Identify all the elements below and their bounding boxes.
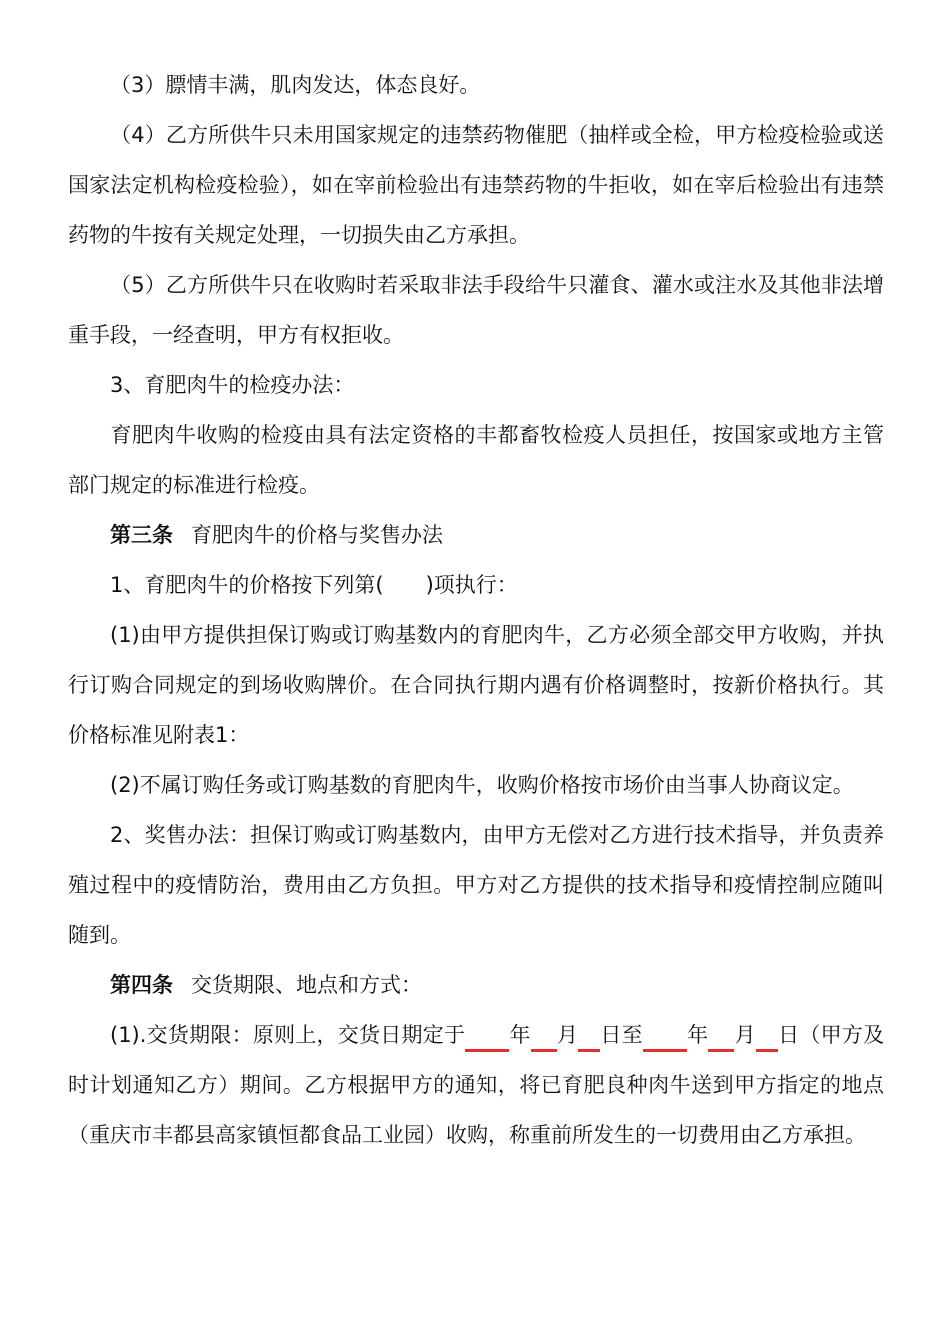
price-item-2: (2)不属订购任务或订购基数的育肥肉牛，收购价格按市场价由当事人协商议定。	[110, 773, 854, 797]
price-item-1: (1)由甲方提供担保订购或订购基数内的育肥肉牛，乙方必须全部交甲方收购，并执行订购合同规定的到场收购牌价。在合同执行期内遇有价格调整时，按新价格执行。其价格标准见附表1：	[68, 623, 884, 747]
article-3-label: 第三条	[110, 523, 173, 547]
start-month-blank[interactable]	[531, 1023, 557, 1052]
end-year-blank[interactable]	[643, 1023, 687, 1052]
article-3-title: 育肥肉牛的价格与奖售办法	[191, 523, 443, 547]
paragraph-item-5: （5）乙方所供牛只在收购时若采取非法手段给牛只灌食、灌水或注水及其他非法增重手段，一经查明，甲方有权拒收。	[68, 273, 884, 347]
paragraph-item-3: （3）膘情丰满，肌肉发达，体态良好。	[110, 73, 481, 97]
article-3-heading	[68, 510, 884, 560]
section-heading-quarantine: 3、育肥肉牛的检疫办法：	[110, 373, 355, 397]
article-4-label: 第四条	[110, 973, 173, 997]
reward-clause: 2、奖售办法：担保订购或订购基数内，由甲方无偿对乙方进行技术指导，并负责养殖过程中的疫情防治，费用由乙方负担。甲方对乙方提供的技术指导和疫情控制应随叫随到。	[68, 823, 884, 947]
article-4-title: 交货期限、地点和方式：	[191, 973, 422, 997]
article-4-heading	[68, 960, 884, 1010]
delivery-term-paragraph: (1).交货期限：原则上，交货日期定于 年 月 日至 年 月 日（甲方及时计划通知乙方）期间。乙方根据甲方的通知，将已育肥良种肉牛送到甲方指定的地点（重庆市丰都县高家镇恒都食品工业园）收购，称重前所发生的一切费用由乙方承担。	[68, 1023, 885, 1147]
paragraph-quarantine: 育肥肉牛收购的检疫由具有法定资格的丰都畜牧检疫人员担任，按国家或地方主管部门规定的标准进行检疫。	[68, 423, 884, 497]
end-day-blank[interactable]	[756, 1023, 778, 1052]
price-clause: 1、育肥肉牛的价格按下列第( )项执行：	[110, 573, 518, 597]
paragraph-item-4: （4）乙方所供牛只未用国家规定的违禁药物催肥（抽样或全检，甲方检疫检验或送国家法定机构检疫检验），如在宰前检验出有违禁药物的牛拒收，如在宰后检验出有违禁药物的牛按有关规定处理，一切损失由乙方承担。	[68, 123, 884, 247]
start-day-blank[interactable]	[578, 1023, 600, 1052]
start-year-blank[interactable]	[465, 1023, 509, 1052]
end-month-blank[interactable]	[708, 1023, 734, 1052]
